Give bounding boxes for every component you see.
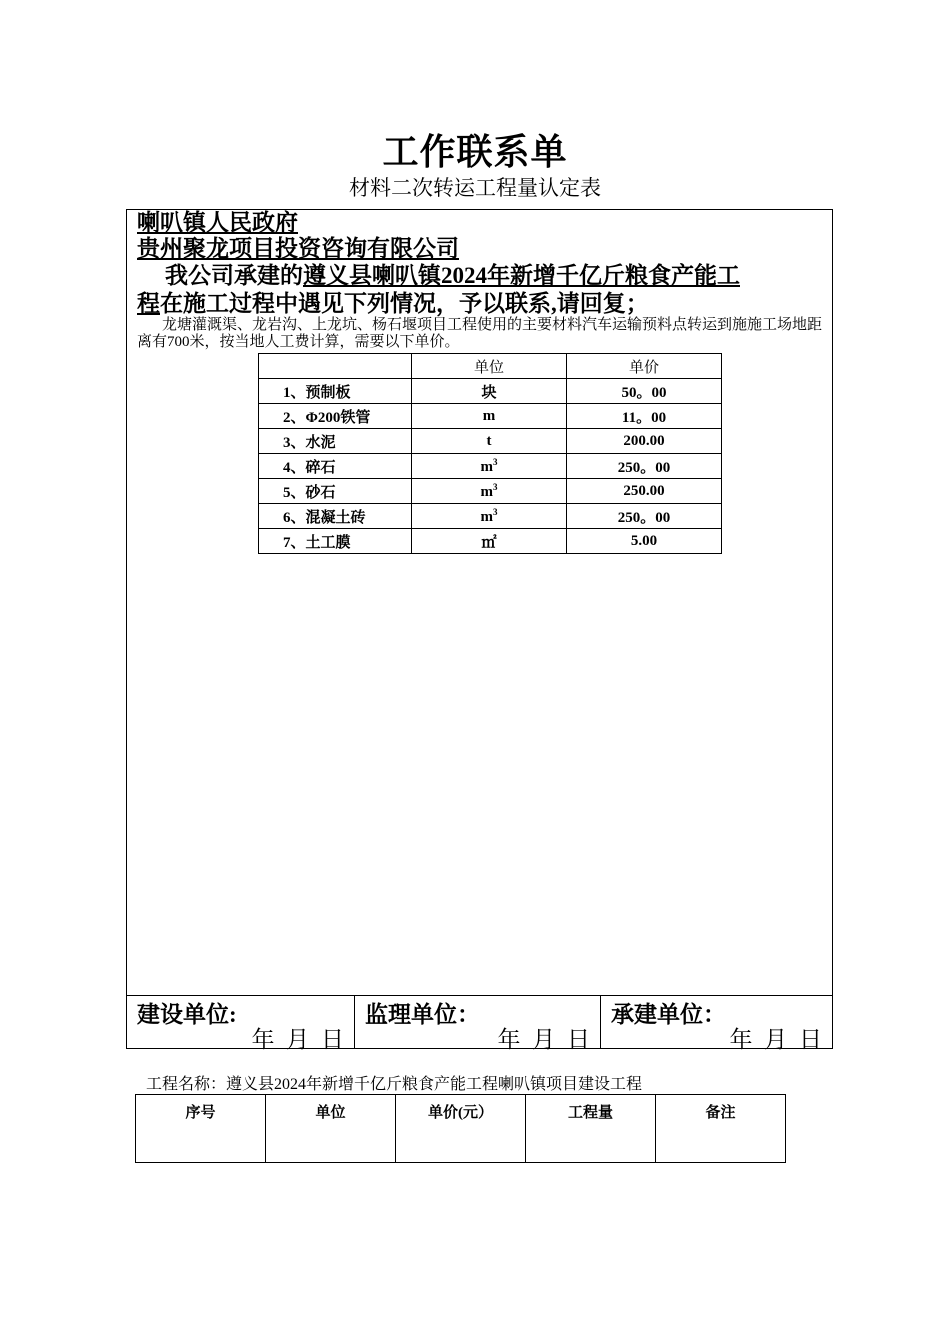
quantity-table-header-row <box>136 1095 786 1163</box>
item-name: 6、混凝土砖 <box>259 504 412 529</box>
recipient-government: 喇叭镇人民政府 <box>137 210 298 235</box>
contractor-unit-label: 承建单位： <box>611 1002 726 1027</box>
document-title: 工作联系单 <box>382 132 568 172</box>
item-name: 3、水泥 <box>259 429 412 454</box>
unit-base: m <box>480 458 493 475</box>
item-price: 250.00 <box>567 479 722 504</box>
header-quantity: 工程量 <box>526 1095 656 1163</box>
contractor-unit-cell <box>601 995 832 1052</box>
table-row <box>259 479 722 504</box>
item-name: 2、Φ200铁管 <box>259 404 412 429</box>
item-price: 50。00 <box>567 379 722 404</box>
item-unit <box>412 454 567 479</box>
construction-unit-label: 建设单位: <box>137 1002 237 1027</box>
item-unit: ㎡ <box>412 529 567 554</box>
header-unit-price: 单价(元） <box>396 1095 526 1163</box>
unit-superscript: 3 <box>493 456 498 467</box>
item-name: 1、预制板 <box>259 379 412 404</box>
unit-superscript: 3 <box>493 506 498 517</box>
item-price: 250。00 <box>567 454 722 479</box>
recipient-consulting-company: 贵州聚龙项目投资咨询有限公司 <box>137 236 459 261</box>
item-price: 250。00 <box>567 504 722 529</box>
header-unit: 单位 <box>266 1095 396 1163</box>
construction-unit-date: 年 月 日 <box>251 1027 344 1052</box>
supervision-unit-label: 监理单位： <box>365 1002 480 1027</box>
table-row <box>259 429 722 454</box>
price-header-unit: 单位 <box>412 354 567 379</box>
item-name: 4、碎石 <box>259 454 412 479</box>
supervision-unit-date: 年 月 日 <box>497 1027 590 1052</box>
item-price: 200.00 <box>567 429 722 454</box>
unit-price-table <box>258 353 722 554</box>
header-remarks: 备注 <box>656 1095 786 1163</box>
item-price: 5.00 <box>567 529 722 554</box>
item-name: 5、砂石 <box>259 479 412 504</box>
table-row <box>259 529 722 554</box>
item-unit <box>412 504 567 529</box>
header-serial-number: 序号 <box>136 1095 266 1163</box>
intro-paragraph <box>137 262 827 290</box>
item-name: 7、土工膜 <box>259 529 412 554</box>
table-row <box>259 404 722 429</box>
contact-form-frame <box>126 209 833 1052</box>
project-name: 工程名称：遵义县2024年新增千亿斤粮食产能工程喇叭镇项目建设工程 <box>146 1076 643 1093</box>
intro-project-name-end: 程 <box>137 291 160 316</box>
price-header-price: 单价 <box>567 354 722 379</box>
unit-base: m <box>480 483 493 500</box>
item-unit: m <box>412 404 567 429</box>
item-unit <box>412 479 567 504</box>
document-subtitle: 材料二次转运工程量认定表 <box>349 176 601 200</box>
table-row <box>259 454 722 479</box>
quantity-table <box>135 1094 786 1163</box>
item-unit: 块 <box>412 379 567 404</box>
table-row <box>259 379 722 404</box>
unit-base: m <box>480 508 493 525</box>
intro-prefix: 我公司承建的 <box>165 263 303 288</box>
intro-suffix: 在施工过程中遇见下列情况，予以联系,请回复； <box>160 291 649 316</box>
price-table-header-row <box>259 354 722 379</box>
unit-superscript: 3 <box>493 481 498 492</box>
table-row <box>259 504 722 529</box>
item-price: 11。00 <box>567 404 722 429</box>
transport-note: 龙塘灌溉渠、龙岩沟、上龙坑、杨石堰项目工程使用的主要材料汽车运输预料点转运到施施工场地距离有700米，按当地人工费计算，需要以下单价。 <box>137 317 823 350</box>
supervision-unit-cell <box>355 995 601 1052</box>
price-header-item <box>259 354 412 379</box>
construction-unit-cell <box>127 995 355 1052</box>
item-unit: t <box>412 429 567 454</box>
intro-project-name: 遵义县喇叭镇2024年新增千亿斤粮食产能工 <box>303 263 740 288</box>
contractor-unit-date: 年 月 日 <box>729 1027 822 1052</box>
intro-paragraph-line2 <box>137 290 827 318</box>
